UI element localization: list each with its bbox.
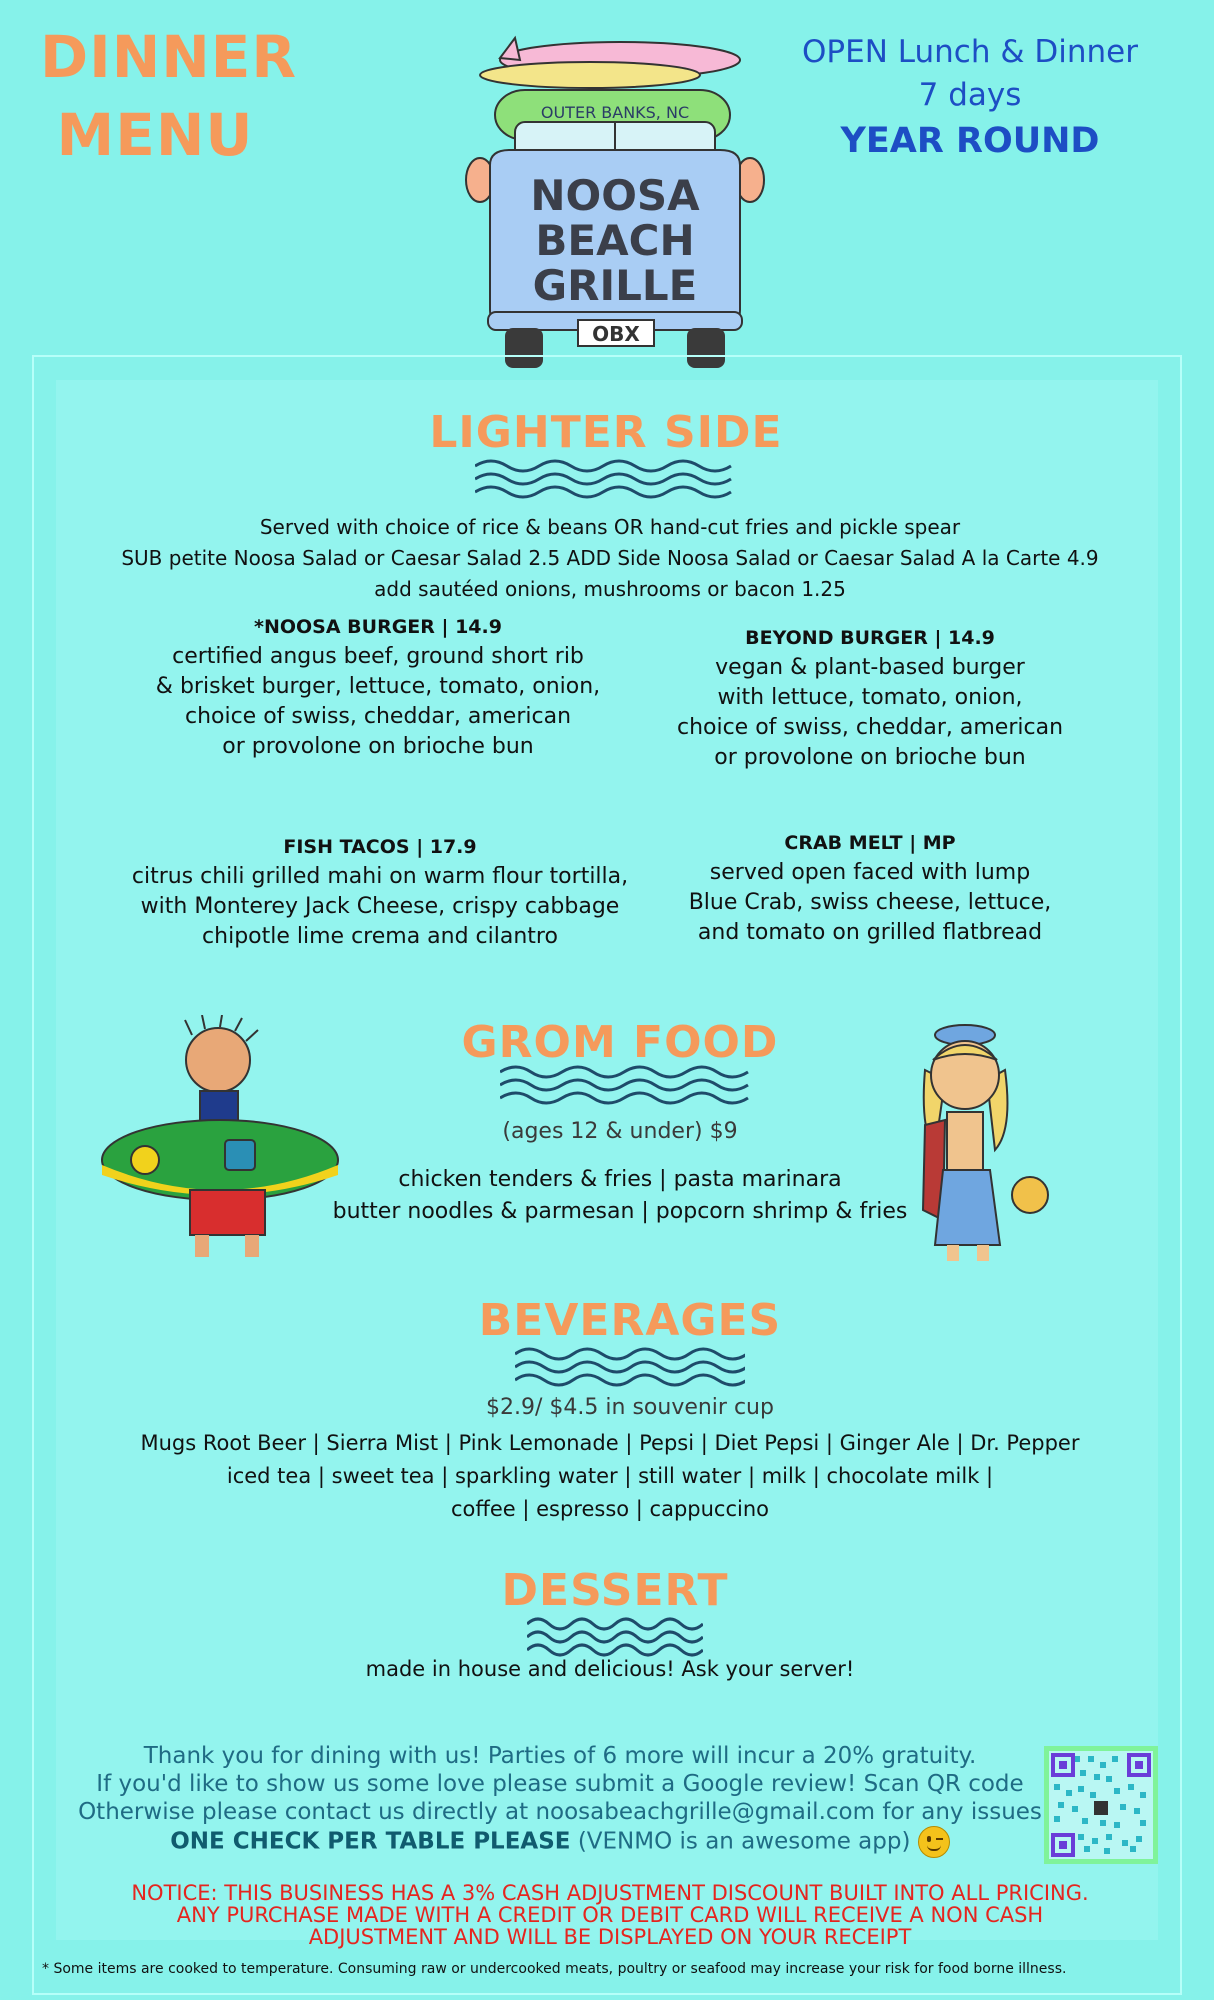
menu-item-desc-line: choice of swiss, cheddar, american xyxy=(676,715,1064,740)
wave-divider-icon xyxy=(500,1064,750,1106)
grom-food-line1: chicken tenders & fries | pasta marinara xyxy=(398,1167,842,1192)
grom-food-ages: (ages 12 & under) $9 xyxy=(502,1119,738,1144)
wink-emoji-icon xyxy=(918,1826,950,1858)
thanks-line4 xyxy=(70,1826,1050,1858)
menu-title-line1: DINNER xyxy=(40,23,298,91)
menu-item-beyond-burger xyxy=(650,623,1090,773)
notice-line2: ANY PURCHASE MADE WITH A CREDIT OR DEBIT CARD WILL RECEIVE A NON CASH xyxy=(176,1903,1044,1927)
intro-line2: SUB petite Noosa Salad or Caesar Salad 2.5 ADD Side Noosa Salad or Caesar Salad A la Carte 4.9 xyxy=(121,546,1099,570)
logo-name-2: BEACH xyxy=(535,216,695,265)
thanks-line2: If you'd like to show us some love please submit a Google review! Scan QR code xyxy=(96,1771,1024,1797)
venmo-note: (VENMO is an awesome app) xyxy=(577,1828,911,1855)
consumer-advisory-footnote: * Some items are cooked to temperature. Consuming raw or undercooked meats, poultry or seafood may increase your risk for food borne illness. xyxy=(42,1961,1067,1977)
menu-item-desc-line: & brisket burger, lettuce, tomato, onion, xyxy=(155,674,601,699)
grom-food-line2: butter noodles & parmesan | popcorn shrimp & fries xyxy=(332,1199,908,1224)
menu-item-desc-line: served open faced with lump xyxy=(709,860,1031,885)
qr-code-icon[interactable] xyxy=(1044,1746,1158,1864)
surfboard-yellow xyxy=(480,62,700,88)
notice-line3: ADJUSTMENT AND WILL BE DISPLAYED ON YOUR RECEIPT xyxy=(308,1925,912,1949)
intro-line3: add sautéed onions, mushrooms or bacon 1.25 xyxy=(374,577,846,601)
menu-item-desc-line: with lettuce, tomato, onion, xyxy=(717,685,1023,710)
hours-block xyxy=(780,30,1160,166)
intro-line1: Served with choice of rice & beans OR hand-cut fries and pickle spear xyxy=(259,515,961,539)
hours-line1: OPEN Lunch & Dinner xyxy=(802,34,1138,70)
lighter-side-title: LIGHTER SIDE xyxy=(429,407,783,458)
notice-line1: NOTICE: THIS BUSINESS HAS A 3% CASH ADJUSTMENT DISCOUNT BUILT INTO ALL PRICING. xyxy=(131,1881,1089,1905)
logo-location: OUTER BANKS, NC xyxy=(540,103,690,122)
menu-item-desc-line: or provolone on brioche bun xyxy=(222,734,534,759)
menu-item-desc-line: vegan & plant-based burger xyxy=(715,655,1025,680)
thanks-line1: Thank you for dining with us! Parties of 6 more will incur a 20% gratuity. xyxy=(143,1743,977,1769)
menu-item-desc-line: certified angus beef, ground short rib xyxy=(172,644,584,669)
menu-item-desc-line: choice of swiss, cheddar, american xyxy=(184,704,572,729)
wave-divider-icon xyxy=(475,458,735,500)
dessert-title: DESSERT xyxy=(501,1565,729,1616)
menu-item-name: CRAB MELT | MP xyxy=(784,832,956,854)
one-check-notice: ONE CHECK PER TABLE PLEASE xyxy=(170,1828,571,1855)
noosa-bus-logo xyxy=(460,30,770,375)
menu-item-fish-tacos xyxy=(130,832,630,952)
thanks-block xyxy=(70,1742,1050,1858)
beverages-title: BEVERAGES xyxy=(478,1295,782,1346)
menu-item-desc-line: and tomato on grilled flatbread xyxy=(697,920,1043,945)
hours-line3: YEAR ROUND xyxy=(840,121,1100,161)
menu-item-name: BEYOND BURGER | 14.9 xyxy=(745,627,995,649)
lighter-side-intro xyxy=(70,512,1150,605)
menu-item-name: FISH TACOS | 17.9 xyxy=(283,836,477,858)
wave-divider-icon xyxy=(515,1346,745,1388)
menu-item-crab-melt xyxy=(650,828,1090,948)
logo-name-3: GRILLE xyxy=(532,261,698,310)
beverages-line3: coffee | espresso | cappuccino xyxy=(450,1497,770,1521)
menu-item-desc-line: chipotle lime crema and cilantro xyxy=(202,924,558,949)
menu-title xyxy=(40,18,298,174)
beverages-list xyxy=(70,1427,1150,1526)
beverages-line2: iced tea | sweet tea | sparkling water | still water | milk | chocolate milk | xyxy=(226,1464,994,1488)
logo-plate: OBX xyxy=(592,322,640,346)
wave-divider-icon xyxy=(527,1616,703,1658)
menu-item-desc-line: Blue Crab, swiss cheese, lettuce, xyxy=(688,890,1052,915)
menu-item-desc-line: or provolone on brioche bun xyxy=(714,745,1026,770)
hours-line2: 7 days xyxy=(918,77,1022,113)
menu-item-noosa-burger xyxy=(148,612,608,762)
beverages-price: $2.9/ $4.5 in souvenir cup xyxy=(486,1395,774,1420)
beverages-line1: Mugs Root Beer | Sierra Mist | Pink Lemonade | Pepsi | Diet Pepsi | Ginger Ale | Dr. Pepper xyxy=(140,1431,1080,1455)
logo-name-1: NOOSA xyxy=(530,171,700,220)
menu-item-name: *NOOSA BURGER | 14.9 xyxy=(254,616,502,638)
thanks-line3: Otherwise please contact us directly at noosabeachgrille@gmail.com for any issues xyxy=(78,1799,1042,1825)
menu-item-desc-line: with Monterey Jack Cheese, crispy cabbage xyxy=(140,894,620,919)
grom-food-items xyxy=(300,1164,940,1228)
cash-adjustment-notice xyxy=(70,1882,1150,1948)
dessert-text: made in house and delicious! Ask your server! xyxy=(365,1657,855,1681)
menu-item-desc-line: citrus chili grilled mahi on warm flour tortilla, xyxy=(131,864,629,889)
grom-food-title: GROM FOOD xyxy=(461,1017,779,1068)
menu-title-line2: MENU xyxy=(56,101,254,169)
surfer-girl-illustration xyxy=(895,1020,1055,1265)
